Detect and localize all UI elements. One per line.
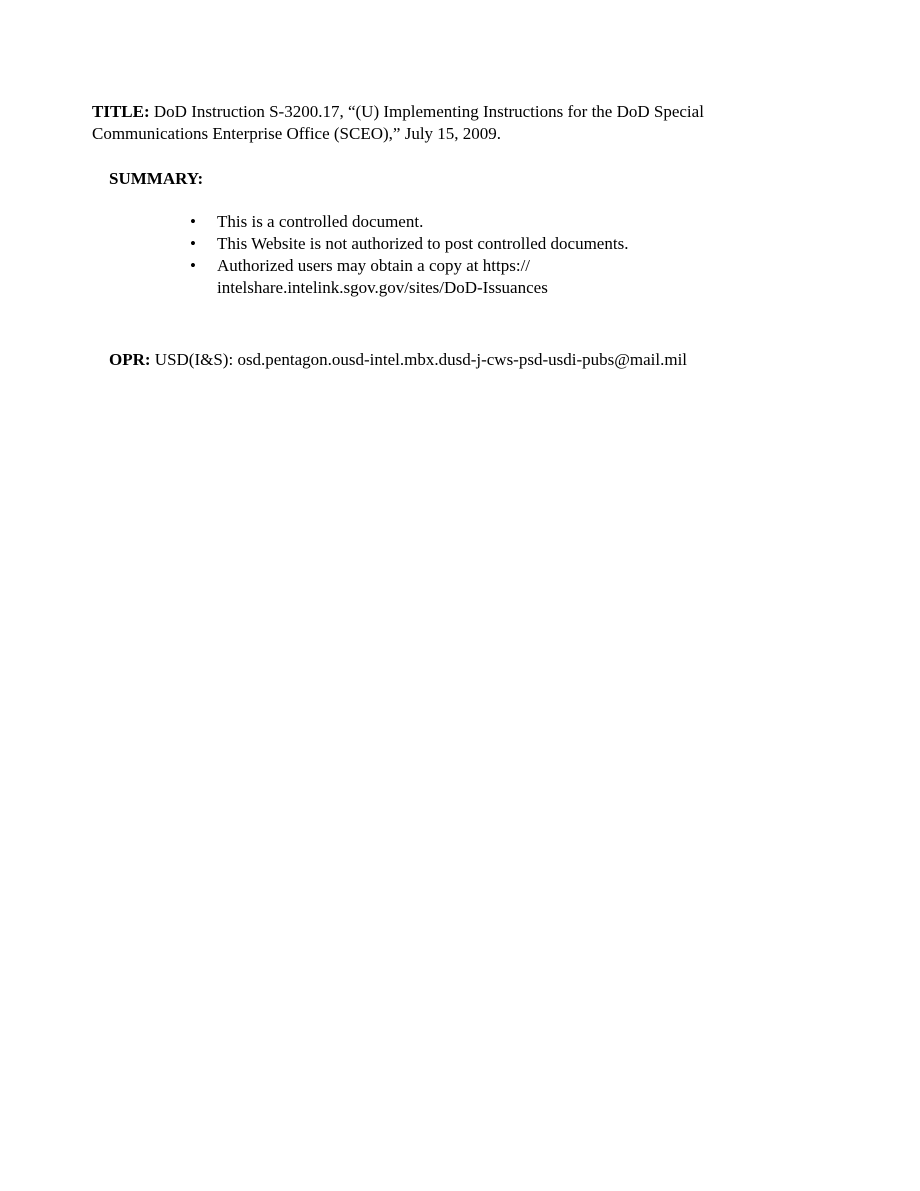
- bullet-icon: •: [190, 256, 196, 275]
- bullet-icon: •: [190, 234, 196, 253]
- title-text-line-2: Communications Enterprise Office (SCEO),” July 15, 2009.: [92, 124, 502, 143]
- summary-heading: SUMMARY:: [109, 169, 204, 188]
- summary-item-obtain-copy: [174, 255, 734, 299]
- opr-label: OPR:: [109, 350, 151, 369]
- summary-item-text-line-2: intelshare.intelink.sgov.gov/sites/DoD-Issuances: [217, 278, 548, 297]
- summary-item-not-authorized: [174, 233, 734, 255]
- title-block: [92, 101, 812, 145]
- summary-item-text: This Website is not authorized to post controlled documents.: [217, 234, 629, 253]
- title-label: TITLE:: [92, 102, 150, 121]
- opr-value: USD(I&S): osd.pentagon.ousd-intel.mbx.dusd-j-cws-psd-usdi-pubs@mail.mil: [154, 350, 688, 369]
- summary-list: [174, 211, 734, 299]
- summary-item-controlled: [174, 211, 734, 233]
- title-text-line-1: DoD Instruction S-3200.17, “(U) Implementing Instructions for the DoD Special: [153, 102, 704, 121]
- summary-item-text-line-1: Authorized users may obtain a copy at https://: [217, 256, 531, 275]
- opr-block: [109, 349, 829, 371]
- bullet-icon: •: [190, 212, 196, 231]
- summary-item-text: This is a controlled document.: [217, 212, 424, 231]
